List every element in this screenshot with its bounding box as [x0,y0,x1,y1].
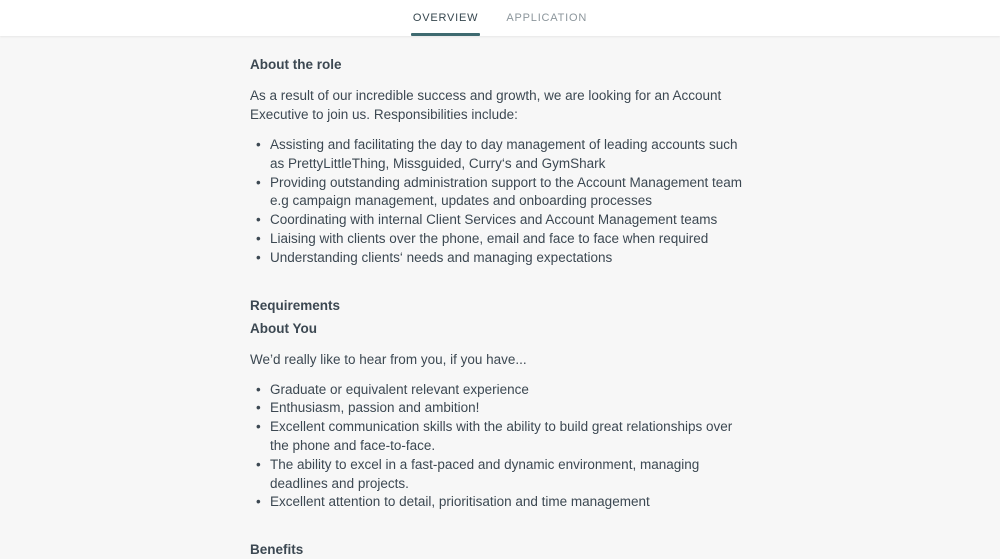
tab-bar [0,0,1000,36]
tab-overview-label: OVERVIEW [412,12,479,24]
responsibilities-list [250,136,750,268]
list-item: • Excellent attention to detail, prioritisation and time management [250,493,750,512]
list-item: • Graduate or equivalent relevant experience [250,381,750,400]
about-role-intro: As a result of our incredible success and growth, we are looking for an Account Executive to join us. Responsibilities include: [250,88,722,122]
list-item: • Enthusiasm, passion and ambition! [250,399,750,418]
tabs [0,0,1000,36]
tab-overview[interactable] [411,0,481,36]
requirements-intro: We’d really like to hear from you, if you have... [250,351,527,367]
section-heading-benefits: Benefits [250,542,304,558]
list-item: • Coordinating with internal Client Services and Account Management teams [250,211,750,230]
list-item: • The ability to excel in a fast-paced and dynamic environment, managing deadlines and projects. [250,456,750,494]
section-heading-requirements: Requirements [250,297,341,313]
section-heading-about-the-role: About the role [250,57,342,72]
list-item: • Understanding clients‘ needs and managing expectations [250,249,750,268]
list-item: • Assisting and facilitating the day to day management of leading accounts such as PrettyLittleThing, Missguided, Curry‘s and GymShark [250,136,750,174]
list-item: • Providing outstanding administration support to the Account Management team e.g campaign management, updates and onboarding processes [250,174,750,212]
tab-application[interactable] [504,0,589,36]
list-item: • Excellent communication skills with the ability to build great relationships over the phone and face-to-face. [250,418,750,456]
job-overview-content [250,36,750,559]
subheading-about-you: About You [250,320,317,336]
active-tab-underline [411,33,481,36]
tab-application-label: APPLICATION [506,12,588,24]
requirements-list [250,381,750,513]
list-item: • Liaising with clients over the phone, email and face to face when required [250,230,750,249]
